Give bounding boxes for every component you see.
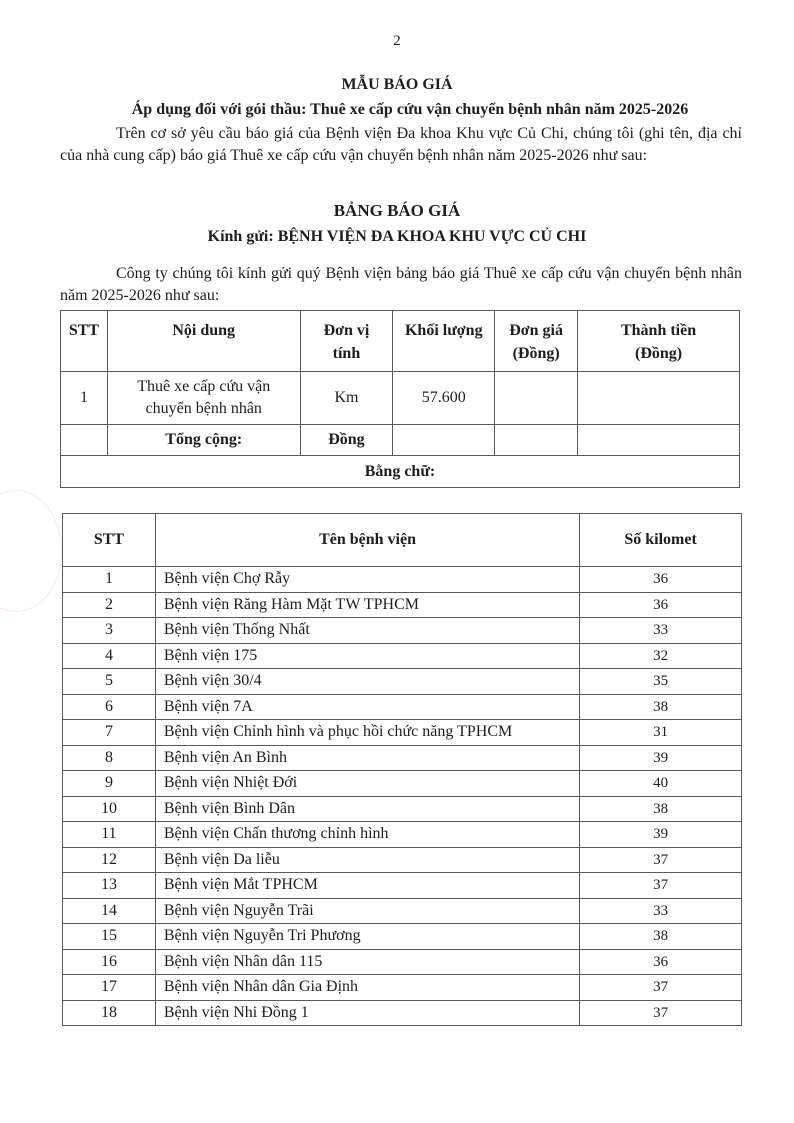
cell-stt: 16 [63,949,156,975]
total-row [61,425,740,456]
cell-unit: Km [300,372,393,425]
cell-km: 39 [580,745,742,771]
cell-content: Thuê xe cấp cứu vận chuyển bệnh nhân [107,372,300,425]
cell-stt: 18 [63,1000,156,1026]
header-unit: Đơn vị tính [300,311,393,372]
total-amount[interactable] [578,425,740,456]
cell-quantity: 57.600 [393,372,495,425]
quote-title: BẢNG BÁO GIÁ [333,201,461,220]
cell-stt: 8 [63,745,156,771]
cell-amount[interactable] [578,372,740,425]
cell-km: 37 [580,873,742,899]
cell-hospital-name: Bệnh viện Răng Hàm Mặt TW TPHCM [155,592,579,618]
cell-stt: 3 [63,618,156,644]
table-row [63,745,742,771]
table-row [63,669,742,695]
cell-km: 36 [580,567,742,593]
total-label: Tổng cộng: [107,425,300,456]
cell-stt: 6 [63,694,156,720]
header-content: Nội dung [107,311,300,372]
cell-hospital-name: Bệnh viện Thống Nhất [155,618,579,644]
table-row [63,694,742,720]
cell-hospital-name: Bệnh viện 30/4 [155,669,579,695]
cell-km: 38 [580,924,742,950]
cell-km: 31 [580,720,742,746]
cell-hospital-name: Bệnh viện Nguyễn Tri Phương [155,924,579,950]
cell-hospital-name: Bệnh viện Chấn thương chỉnh hình [155,822,579,848]
cell-stt: 15 [63,924,156,950]
cell-unit-price[interactable] [495,372,578,425]
cell-stt: 1 [63,567,156,593]
cell-km: 39 [580,822,742,848]
header-stt: STT [61,311,108,372]
quote-table-header [61,311,740,372]
cell-km: 35 [580,669,742,695]
header-unit-price: Đơn giá (Đồng) [495,311,578,372]
cell-hospital-name: Bệnh viện 175 [155,643,579,669]
cell-hospital-name: Bệnh viện Mắt TPHCM [155,873,579,899]
table-row [63,847,742,873]
cell-stt: 17 [63,975,156,1001]
cell-km: 33 [580,618,742,644]
table-row [63,898,742,924]
table-row [61,372,740,425]
cell-km: 38 [580,694,742,720]
faded-stamp-mark [0,490,62,612]
cell-km: 37 [580,847,742,873]
quote-paragraph: Công ty chúng tôi kính gửi quý Bệnh viện bảng báo giá Thuê xe cấp cứu vận chuyển bệnh nhân năm 2025-2026 như sau: [60,265,742,304]
table-row [63,592,742,618]
cell-km: 40 [580,771,742,797]
cell-km: 32 [580,643,742,669]
in-words-row [61,456,740,488]
header-quantity: Khối lượng [393,311,495,372]
cell-stt: 9 [63,771,156,797]
header-stt: STT [63,514,156,567]
cell-km: 33 [580,898,742,924]
table-row [63,771,742,797]
cell-stt: 13 [63,873,156,899]
cell-hospital-name: Bệnh viện Nguyễn Trãi [155,898,579,924]
cell-hospital-name: Bệnh viện Da liễu [155,847,579,873]
cell-stt: 14 [63,898,156,924]
quote-recipient: Kính gửi: BỆNH VIỆN ĐA KHOA KHU VỰC CỦ CHI [207,228,587,245]
cell-hospital-name: Bệnh viện Bình Dân [155,796,579,822]
cell-km: 37 [580,975,742,1001]
table-row [63,618,742,644]
header-amount: Thành tiền (Đồng) [578,311,740,372]
package-line: Áp dụng đối với gói thầu: Thuê xe cấp cứu vận chuyển bệnh nhân năm 2025-2026 [131,101,689,118]
cell-hospital-name: Bệnh viện Nhi Đồng 1 [155,1000,579,1026]
header-km: Số kilomet [580,514,742,567]
cell-stt: 7 [63,720,156,746]
cell-stt: 5 [63,669,156,695]
cell-km: 36 [580,949,742,975]
total-unit: Đồng [300,425,393,456]
cell-stt: 2 [63,592,156,618]
cell-hospital-name: Bệnh viện Nhiệt Đới [155,771,579,797]
cell-km: 38 [580,796,742,822]
intro-paragraph: Trên cơ sở yêu cầu báo giá của Bệnh viện Đa khoa Khu vực Củ Chi, chúng tôi (ghi tên, địa chỉ của nhà cung cấp) báo giá Thuê xe cấp cứu vận chuyển bệnh nhân năm 2025-2026 như sau: [60,125,742,164]
table-row [63,873,742,899]
in-words-label[interactable]: Bằng chữ: [61,456,740,488]
hospital-table-header [63,514,742,567]
form-title: MẪU BÁO GIÁ [341,76,453,93]
page-number: 2 [393,33,401,49]
table-row [63,975,742,1001]
table-row [63,720,742,746]
table-row [63,567,742,593]
cell-hospital-name: Bệnh viện Nhân dân Gia Định [155,975,579,1001]
cell-hospital-name: Bệnh viện 7A [155,694,579,720]
table-row [63,1000,742,1026]
cell-stt: 12 [63,847,156,873]
cell-stt: 10 [63,796,156,822]
cell-stt: 11 [63,822,156,848]
cell-hospital-name: Bệnh viện Chỉnh hình và phục hồi chức năng TPHCM [155,720,579,746]
header-hospital-name: Tên bệnh viện [155,514,579,567]
cell-hospital-name: Bệnh viện Chợ Rẫy [155,567,579,593]
total-unit-price[interactable] [495,425,578,456]
hospital-distance-table [62,513,742,1026]
cell-hospital-name: Bệnh viện Nhân dân 115 [155,949,579,975]
cell-stt: 1 [61,372,108,425]
cell-hospital-name: Bệnh viện An Bình [155,745,579,771]
table-row [63,643,742,669]
table-row [63,949,742,975]
cell-stt: 4 [63,643,156,669]
table-row [63,822,742,848]
cell-km: 37 [580,1000,742,1026]
quote-table [60,310,740,488]
table-row [63,796,742,822]
table-row [63,924,742,950]
cell-km: 36 [580,592,742,618]
